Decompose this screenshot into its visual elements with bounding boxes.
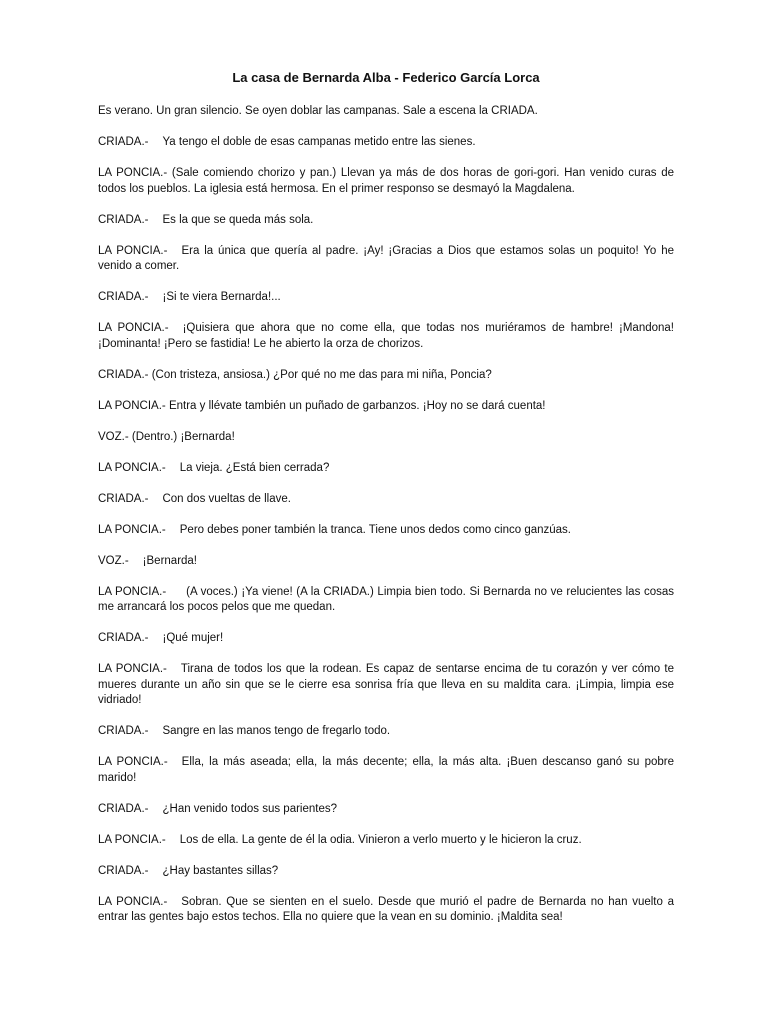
paragraph-text: Pero debes poner también la tranca. Tiene unos dedos como cinco ganzúas. <box>179 523 571 536</box>
speaker-label: CRIADA.- <box>98 492 149 505</box>
paragraph-text: Ella, la más aseada; ella, la más decente; ella, la más alta. ¡Buen descanso ganó su pobre marido! <box>98 756 674 784</box>
paragraph-text: ¿Hay bastantes sillas? <box>162 864 279 877</box>
dialogue-paragraph <box>98 585 674 616</box>
dialogue-paragraph <box>98 631 674 647</box>
dialogue-paragraph <box>98 864 674 880</box>
paragraph-text: Ya tengo el doble de esas campanas metido entre las sienes. <box>162 135 476 148</box>
dialogue-paragraph <box>98 135 674 151</box>
speaker-label: CRIADA.- <box>98 802 149 815</box>
speaker-label: LA PONCIA.- <box>98 166 168 179</box>
dialogue-paragraph <box>98 755 674 786</box>
speaker-label: VOZ.- <box>98 554 129 567</box>
speaker-label: CRIADA.- <box>98 135 149 148</box>
dialogue-paragraph <box>98 833 674 849</box>
paragraph-text: Tirana de todos los que la rodean. Es capaz de sentarse encima de tu corazón y ver cómo te mueres durante un año sin que se le cierre esa sonrisa fría que lleva en su maldita cara. ¡Limpia, limpia ese vidriado! <box>98 663 674 707</box>
speaker-label: VOZ.- <box>98 430 129 443</box>
dialogue-paragraph <box>98 213 674 229</box>
dialogue-paragraph <box>98 166 674 197</box>
paragraph-text: Es verano. Un gran silencio. Se oyen doblar las campanas. Sale a escena la CRIADA. <box>98 105 538 117</box>
speaker-label: LA PONCIA.- <box>98 523 166 536</box>
dialogue-paragraph <box>98 724 674 740</box>
paragraph-text: (A voces.) ¡Ya viene! (A la CRIADA.) Limpia bien todo. Si Bernarda no ve relucientes las cosas me arrancará los pocos pelos que me quedan. <box>98 585 674 614</box>
paragraph-text: Era la única que quería al padre. ¡Ay! ¡Gracias a Dios que estamos solas un poquito! Yo he venido a comer. <box>98 244 674 273</box>
speaker-label: CRIADA.- <box>98 632 149 645</box>
speaker-label: CRIADA.- <box>98 725 149 738</box>
paragraph-text: ¡Quisiera que ahora que no come ella, que todas nos muriéramos de hambre! ¡Mandona! ¡Dominanta! ¡Pero se fastidia! Le he abierto la orza de chorizos. <box>98 322 674 350</box>
dialogue-paragraph <box>98 554 674 570</box>
speaker-label: LA PONCIA.- <box>98 322 169 335</box>
speaker-label: CRIADA.- <box>98 291 149 304</box>
dialogue-paragraph <box>98 321 674 352</box>
paragraph-text: Es la que se queda más sola. <box>162 213 314 226</box>
paragraph-text: ¡Qué mujer! <box>162 632 224 645</box>
stage-direction <box>98 104 674 120</box>
dialogue-paragraph <box>98 895 674 926</box>
speaker-label: LA PONCIA.- <box>98 756 168 769</box>
speaker-label: LA PONCIA.- <box>98 585 167 598</box>
dialogue-paragraph <box>98 461 674 477</box>
paragraph-text: Entra y llévate también un puñado de garbanzos. ¡Hoy no se dará cuenta! <box>168 399 546 412</box>
speaker-label: LA PONCIA.- <box>98 244 168 257</box>
paragraph-text: (Sale comiendo chorizo y pan.) Llevan ya más de dos horas de gori-gori. Han venido curas de todos los pueblos. La iglesia está hermosa. En el primer responso se desmayó la Magdalena. <box>98 166 674 195</box>
paragraph-text: Sangre en las manos tengo de fregarlo todo. <box>162 725 391 738</box>
paragraph-text: ¡Si te viera Bernarda!... <box>162 291 281 304</box>
speaker-label: CRIADA.- <box>98 864 149 877</box>
dialogue-paragraph <box>98 430 674 446</box>
speaker-label: LA PONCIA.- <box>98 663 167 676</box>
dialogue-paragraph <box>98 368 674 384</box>
paragraph-text: La vieja. ¿Está bien cerrada? <box>179 461 330 474</box>
speaker-label: CRIADA.- <box>98 213 149 226</box>
speaker-label: LA PONCIA.- <box>98 895 168 908</box>
document-title: La casa de Bernarda Alba - Federico García Lorca <box>232 70 540 85</box>
paragraph-text: ¡Bernarda! <box>142 554 198 567</box>
speaker-label: LA PONCIA.- <box>98 399 166 412</box>
dialogue-paragraph <box>98 662 674 709</box>
dialogue-paragraph <box>98 492 674 508</box>
speaker-label: LA PONCIA.- <box>98 833 166 846</box>
paragraph-text: (Dentro.) ¡Bernarda! <box>131 430 235 443</box>
paragraph-text: (Con tristeza, ansiosa.) ¿Por qué no me das para mi niña, Poncia? <box>151 368 492 381</box>
speaker-label: LA PONCIA.- <box>98 461 166 474</box>
dialogue-paragraph <box>98 523 674 539</box>
dialogue-paragraph <box>98 802 674 818</box>
paragraph-text: Con dos vueltas de llave. <box>162 492 291 505</box>
dialogue-paragraph <box>98 399 674 415</box>
dialogue-paragraph <box>98 244 674 275</box>
paragraph-text: ¿Han venido todos sus parientes? <box>162 802 338 815</box>
paragraph-text: Sobran. Que se sienten en el suelo. Desde que murió el padre de Bernarda no han vuelto a entrar las gentes bajo estos techos. Ella no quiere que la vean en su dominio. ¡Maldita sea! <box>98 895 674 924</box>
dialogue-paragraph <box>98 290 674 306</box>
paragraph-text: Los de ella. La gente de él la odia. Vinieron a verlo muerto y le hicieron la cruz. <box>179 833 582 846</box>
speaker-label: CRIADA.- <box>98 368 149 381</box>
